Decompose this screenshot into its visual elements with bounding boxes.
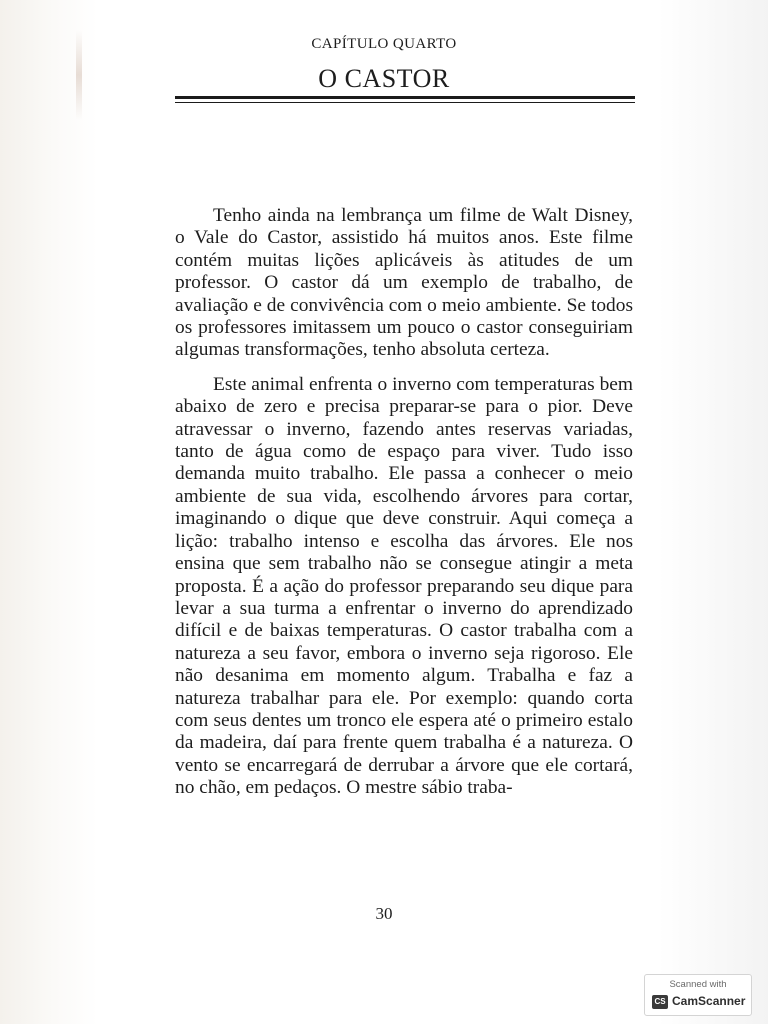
body-text — [175, 205, 633, 800]
scan-edge-right — [658, 0, 768, 1024]
scan-edge-left — [0, 0, 98, 1024]
chapter-heading: CAPÍTULO QUARTO — [311, 36, 457, 52]
camscanner-badge — [644, 974, 752, 1016]
camscanner-logo-icon: CS — [652, 995, 668, 1009]
paragraph-2: Este animal enfrenta o inverno com temperaturas bem abaixo de zero e precisa preparar-se para o pior. Deve atravessar o inverno, fazendo antes reservas variadas, tanto de água como de espaço para viver. Tudo isso demanda muito trabalho. Ele passa a conhecer o meio ambiente de sua vida, escolhendo árvores para cortar, imaginando o dique que deve construir. Aqui começa a lição: trabalho intenso e escolha das árvores. Ele nos ensina que sem trabalho não se consegue atingir a meta proposta. É a ação do professor preparando seu dique para levar a sua turma a enfrentar o inverno do aprendizado difícil e de baixas temperaturas. O castor trabalha com a natureza a seu favor, embora o inverno seja rigoroso. Ele não desanima em momento algum. Trabalha e faz a natureza trabalhar para ele. Por exemplo: quando corta com seus dentes um tronco ele espera até o primeiro estalo da madeira, daí para frente quem trabalha é a natureza. O vento se encarregará de derrubar a árvore que ele cortará, no chão, em pedaços. O mestre sábio traba- — [175, 373, 633, 799]
title-rule-thin — [175, 102, 635, 103]
page-number: 30 — [375, 904, 393, 923]
chapter-title: O CASTOR — [318, 64, 450, 93]
badge-caption: Scanned with — [669, 979, 727, 990]
paragraph-1: Tenho ainda na lembrança um filme de Walt Disney, o Vale do Castor, assistido há muitos anos. Este filme contém muitas lições aplicáveis às atitudes de um professor. O castor dá um exemplo de trabalho, de avaliação e de convivência com o meio ambiente. Se todos os professores imitassem um pouco o castor conseguiriam algumas transformações, tenho absoluta certeza. — [175, 205, 633, 361]
badge-brand-name: CamScanner — [672, 994, 746, 1008]
title-rule-thick — [175, 96, 635, 99]
